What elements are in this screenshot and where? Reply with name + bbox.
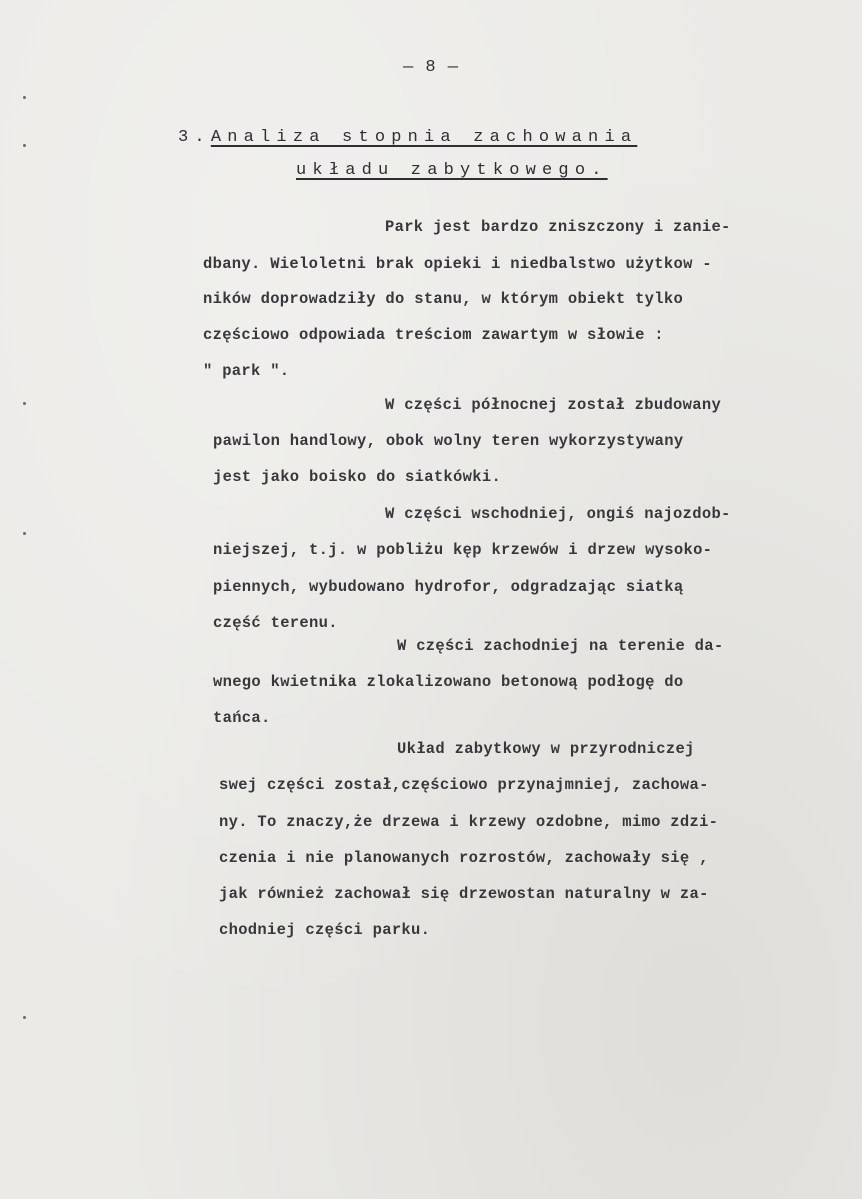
body-text-line: jest jako boisko do siatkówki.	[213, 468, 502, 486]
body-text-line: piennych, wybudowano hydrofor, odgradzając siatką	[213, 578, 684, 596]
body-text-line: częściowo odpowiada treściom zawartym w słowie :	[203, 326, 664, 344]
body-text-line: wnego kwietnika zlokalizowano betonową podłogę do	[213, 673, 684, 691]
body-text-line: W części zachodniej na terenie da-	[397, 637, 724, 655]
page-number: — 8 —	[402, 58, 459, 77]
section-heading-line-2	[296, 161, 608, 180]
body-text-line: " park ".	[203, 362, 290, 380]
body-text-line: pawilon handlowy, obok wolny teren wykorzystywany	[213, 432, 684, 450]
binding-hole-mark	[23, 96, 26, 99]
body-text-line: jak również zachował się drzewostan naturalny w za-	[219, 885, 709, 903]
section-number: 3.	[178, 128, 211, 147]
section-title-part-2: układu zabytkowego.	[296, 161, 608, 180]
binding-hole-mark	[23, 402, 26, 405]
body-text-line: Park jest bardzo zniszczony i zanie-	[385, 218, 731, 236]
binding-hole-mark	[23, 532, 26, 535]
body-text-line: Układ zabytkowy w przyrodniczej	[397, 740, 695, 758]
body-text-line: dbany. Wieloletni brak opieki i niedbalstwo użytkow -	[203, 255, 712, 273]
body-text-line: swej części został,częściowo przynajmniej, zachowa-	[219, 776, 709, 794]
body-text-line: W części północnej został zbudowany	[385, 396, 722, 414]
body-text-line: niejszej, t.j. w pobliżu kęp krzewów i drzew wysoko-	[213, 541, 713, 559]
binding-hole-mark	[23, 1016, 26, 1019]
body-text-line: część terenu.	[213, 614, 338, 632]
body-text-line: tańca.	[213, 709, 271, 727]
body-text-line: ny. To znaczy,że drzewa i krzewy ozdobne, mimo zdzi-	[219, 813, 719, 831]
body-text-line: chodniej części parku.	[219, 921, 431, 939]
section-heading-line-1	[178, 128, 637, 147]
section-title-part-1: Analiza stopnia zachowania	[210, 128, 638, 147]
body-text-line: W części wschodniej, ongiś najozdob-	[385, 505, 731, 523]
body-text-line: czenia i nie planowanych rozrostów, zachowały się ,	[219, 849, 709, 867]
binding-hole-mark	[23, 144, 26, 147]
body-text-line: ników doprowadziły do stanu, w którym obiekt tylko	[203, 290, 684, 308]
